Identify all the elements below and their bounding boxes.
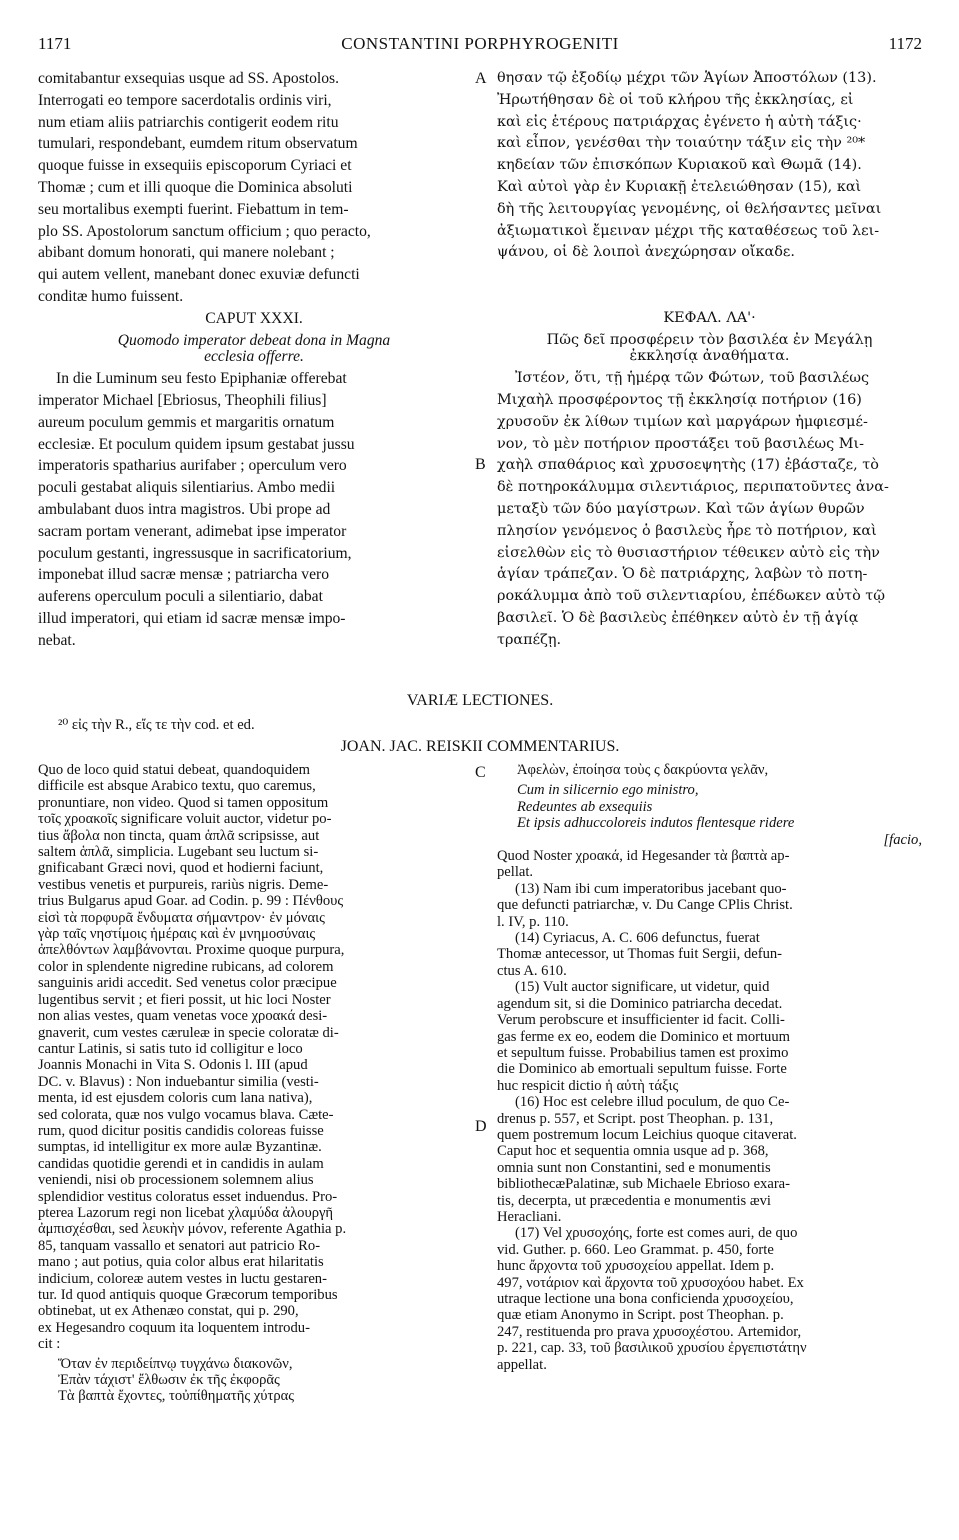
commentary-line: gnificabant Græci novi, quod et hodierni faciunt,: [38, 860, 324, 877]
margin-marker-d: D: [475, 1118, 487, 1135]
footnote-line: bibliothecæPalatinæ, sub Michaele Ebrioso exara-: [497, 1176, 791, 1193]
greek-line: Μιχαὴλ προσφέροντος τῇ ἐκκλησίᾳ ποτήριον (16): [497, 391, 862, 408]
greek-line: τραπέζῃ.: [497, 631, 562, 648]
commentary-line: ἀμπισχέσθαι, sed λευκὴν μόνον, referente Agathia p.: [38, 1221, 347, 1238]
latin-line: aureum poculum gemmis et margaritis ornatum: [38, 413, 335, 431]
commentary-line: ἀπελθόντων λαμβάνονται. Proxime quoque purpura,: [38, 942, 345, 959]
latin-chapter-heading: CAPUT XXXI.: [205, 309, 303, 327]
commentary-line: sed colorata, quæ nos vulgo vocamus blava. Cæte-: [38, 1106, 334, 1123]
footnote-line: 247, restituenda pro prava χρυσοχέστου. Artemidor,: [497, 1323, 802, 1340]
latin-line: abibant domum honorati, qui manere nolebant ;: [38, 244, 335, 262]
commentary-line: DC. v. Blavus) : Non induebantur similia (vesti-: [38, 1073, 319, 1090]
footnote-line: 497, νοτάριον καὶ ἄρχοντα τοῦ χρυσοχόου habet. Ex: [497, 1274, 804, 1291]
footnote-line: utraque lectione una bona conficienda χρυσοχείου,: [497, 1291, 794, 1307]
greek-line: ἁγίαν τράπεζαν. Ὁ δὲ πατριάρχης, λαβὼν τὸ ποτη-: [497, 566, 868, 583]
commentary-left-column: [38, 762, 470, 1405]
latin-line: Thomæ ; cum et illi quoque die Dominica absoluti: [38, 178, 353, 196]
latin-line: Interrogati eo tempore sacerdotalis ordinis viri,: [38, 91, 332, 109]
latin-line: auferens operculum poculi a silentiario, dabat: [38, 588, 323, 606]
footnote-line: appellat.: [497, 1356, 547, 1373]
commentary-right-column: [497, 762, 922, 1373]
latin-line: imperator Michael [Ebriosus, Theophili filius]: [38, 391, 327, 409]
greek-line: Καὶ αὐτοὶ γὰρ ἐν Κυριακῇ ἐτελειώθησαν (15), καὶ: [497, 178, 862, 195]
poem-translation-line: [facio,: [883, 831, 922, 848]
greek-line: εἰσελθὼν εἰς τὸ θυσιαστήριον τέθεικεν αὐτὸ εἰς τὴν: [497, 544, 880, 561]
latin-line: nebat.: [38, 631, 76, 649]
latin-line: imperatoris spatharius aurifaber ; operculum vero: [38, 457, 347, 475]
footnote-line: drenus p. 557, et Script. post Theophan. p. 131,: [497, 1110, 774, 1127]
footnote-line: Verum perobscure et insufficienter id facit. Colli-: [497, 1012, 785, 1029]
footnote-line: Thomæ antecessor, ut Thomas fuit Sergii, defun-: [497, 946, 783, 963]
footnote-line: l. IV, p. 110.: [497, 913, 569, 930]
poem-line: Ὅταν ἐν περιδείπνῳ τυγχάνω διακονῶν,: [58, 1355, 293, 1372]
greek-line: καὶ εἶπον, γενέσθαι τὴν τοιαύτην τάξιν εἰς τὴν ²⁰*: [497, 135, 866, 152]
commentary-line: cantur Latinis, si satis tuto id colligitur e loco: [38, 1040, 303, 1057]
commentary-line: tius ἄβολα non tincta, quam ἁπλᾶ scripsisse, aut: [38, 827, 320, 844]
greek-column: [497, 68, 922, 652]
latin-line: quoque fuisse in exsequiis episcoporum Cyriaci et: [38, 157, 352, 175]
commentary-line: color in splendente nigredine rubicans, ad colorem: [38, 958, 334, 975]
commentary-line: indicium, coloreæ autem vestes in luctu gestaren-: [38, 1270, 327, 1287]
greek-line: καὶ εἰς ἑτέρους πατριάρχας ἐγένετο ἡ αὐτὴ τάξις·: [497, 113, 862, 130]
poem-line: Ἀφελὼν, ἐποίησα τοὺς ς δακρύοντα γελᾶν,: [517, 762, 769, 778]
latin-line: num etiam aliis patriarchis contigerit eodem ritu: [38, 113, 339, 131]
commentary-line: pterea Lazorum regi non licebat χλαμύδα ἀλουργῆ: [38, 1204, 334, 1221]
footnote-line: ctus A. 610.: [497, 962, 567, 979]
footnote-line: Heracliani.: [497, 1208, 562, 1225]
commentary-line: pellat.: [497, 864, 534, 881]
greek-line: βασιλεῖ. Ὁ δὲ βασιλεὺς ἐπέθηκεν αὐτὸ ἐν τῇ ἁγίᾳ: [497, 609, 859, 626]
commentary-line: tur. Id quod antiquis quoque Græcorum temporibus: [38, 1287, 338, 1303]
commentary-line: sumptas, id intelligitur ex more aulæ Byzantinæ.: [38, 1139, 322, 1156]
commentary-line: mano ; aut potius, quia color albus erat hilaritatis: [38, 1254, 324, 1271]
poem-line: Τὰ βαπτὰ ἔχοντες, τοὐπίθηματῆς χύτρας: [58, 1388, 295, 1405]
commentary-line: menta, id est ejusdem coloris cum lana nativa),: [38, 1090, 313, 1107]
commentary-line: candidas quotidie gerendi et in candidis in aulam: [38, 1155, 324, 1172]
latin-line: imponebat illud sacræ mensæ ; patriarcha vero: [38, 566, 329, 584]
commentary-line: gnaverit, cum vestes cæruleæ in specie coloratæ di-: [38, 1024, 339, 1041]
commentary-heading: JOAN. JAC. REISKII COMMENTARIUS.: [340, 738, 620, 755]
greek-line: δὴ τῆς λειτουργίας γενομένης, οἱ θελήσαντες μεῖναι: [497, 200, 882, 217]
commentary-line: vestibus venetis et purpureis, rariùs nigris. Deme-: [38, 876, 329, 893]
commentary-line: difficile est absque Arabico textu, quo caremus,: [38, 778, 316, 795]
commentary-line: obtinebat, ut ex Athenæo constat, qui p. 290,: [38, 1303, 299, 1320]
commentary-line: 85, tanquam vassallo et senatori aut patricio Ro-: [38, 1237, 321, 1254]
latin-line: poculum gestanti, ingressusque in sacrificatorium,: [38, 544, 352, 562]
commentary-line: Quo de loco quid statui debeat, quandoquidem: [38, 762, 310, 778]
greek-line: ψάνου, οἱ δὲ λοιποὶ ἀνεχώρησαν οἴκαδε.: [497, 244, 795, 261]
right-page-number: 1172: [888, 34, 922, 53]
latin-line: tumulari, respondebant, eumdem ritum observatum: [38, 135, 358, 153]
footnote-line: quæ etiam Anonymo in Script. post Theophan. p.: [497, 1307, 784, 1324]
greek-line: νον, τὸ μὲν ποτήριον προστάξει τοῦ βασιλέως Μι-: [497, 435, 865, 452]
footnote-line: vid. Guther. p. 660. Leo Grammat. p. 450, forte: [497, 1241, 774, 1258]
footnote-line: que defuncti patriarchæ, v. Du Cange CPlis Christ.: [497, 897, 793, 914]
poem-translation-line: Redeuntes ab exsequiis: [517, 798, 653, 815]
greek-line: Ἰστέον, ὅτι, τῇ ἡμέρᾳ τῶν Φώτων, τοῦ βασιλέως: [515, 370, 870, 387]
variant-reading-note: ²⁰ εἰς τὴν R., εἴς τε τὴν cod. et ed.: [58, 717, 255, 733]
greek-line: μεταξὺ τῶν δύο μαγίστρων. Καὶ τῶν ἁγίων θυρῶν: [497, 500, 865, 517]
footnote-line: quem postremum locum Leichius quoque citaverat.: [497, 1126, 797, 1143]
latin-line: ambulabant duos intra magistros. Ubi prope ad: [38, 500, 331, 518]
poem-translation-line: Et ipsis adhuccoloreis indutos flentesque ridere: [517, 815, 795, 832]
commentary-line: rum, quod dicitur positis candidis coloreas fuisse: [38, 1122, 324, 1139]
latin-line: illud imperatori, qui etiam id sacræ mensæ impo-: [38, 609, 346, 627]
margin-marker-a: A: [475, 70, 487, 87]
commentary-line: lugentibus servit ; et fieri possit, ut hic loci Noster: [38, 991, 331, 1008]
commentary-line: splendidior vestitus coloratus esset induendus. Pro-: [38, 1188, 338, 1205]
footnote-line: et sepultum fuisse. Probabilius tamen est proximo: [497, 1044, 789, 1061]
latin-line: In die Luminum seu festo Epiphaniæ offerebat: [56, 370, 347, 388]
footnote-line: tis, decerpta, ut præcedentia e monumentis ævi: [497, 1192, 771, 1209]
commentary-line: veniendi, nisi ob processionem solemnem alius: [38, 1172, 314, 1189]
commentary-line: trius Bulgarus apud Goar. ad Codin. p. 99 : Πένθους: [38, 893, 344, 910]
commentary-line: εἰσὶ τὰ πορφυρᾶ ἔνδυματα σήμαντρον· ἐν μόναις: [38, 909, 325, 926]
commentary-line: τοῖς χροακοῖς significare voluit auctor, videtur po-: [38, 811, 332, 828]
footnote-line: (15) Vult auctor significare, ut videtur, quid: [515, 979, 770, 996]
poem-line: Ἐπὰν τάχιστ' ἔλθωσιν ἐκ τῆς ἐκφορᾶς: [58, 1372, 280, 1389]
greek-line: ροκάλυμμα ἀπὸ τοῦ σιλεντιαρίου, ἐπέδωκεν αὐτὸ τῷ: [497, 588, 886, 605]
commentary-line: non alias vestes, quam venetas voce χροακά desi-: [38, 1008, 328, 1025]
footnote-line: hunc ἄρχοντα τοῦ χρυσοχείου appellat. Idem p.: [497, 1258, 775, 1275]
latin-line: plo SS. Apostolorum sanctum officium ; quo peracto,: [38, 222, 371, 240]
commentary-line: Joannis Monachi in Vita S. Odonis l. III (apud: [38, 1057, 308, 1074]
latin-line: poculi gestabat aliquis silentiarius. Ambo medii: [38, 479, 336, 497]
footnote-line: huc respicit dictio ἡ αὐτὴ τάξις: [497, 1077, 679, 1094]
left-page-number: 1171: [38, 34, 72, 53]
margin-marker-c: C: [475, 764, 486, 781]
footnote-line: die Dominico ab emortuali sepultum fuisse. Forte: [497, 1061, 787, 1078]
greek-chapter-heading: ΚΕΦΑΛ. ΛΑ'·: [663, 309, 756, 326]
footnote-line: Caput hoc et sequentia omnia usque ad p. 368,: [497, 1143, 769, 1160]
footnote-line: omnia sunt non Constantini, sed e monumentis: [497, 1159, 771, 1176]
greek-line: κηδείαν τῶν ἐπισκόπων Κυριακοῦ καὶ Θωμᾶ (14).: [497, 157, 862, 174]
commentary-line: sanguinis aridi accedit. Sed venetus color præcipue: [38, 975, 337, 992]
footnote-line: p. 221, cap. 33, τοῦ βασιλικοῦ χρυσίου ἐργεπιστάτην: [497, 1340, 807, 1357]
commentary-line: saltem ἁπλᾶ, simplicia. Lugebant seu luctum si-: [38, 844, 319, 861]
greek-line: θησαν τῷ ἐξοδίῳ μέχρι τῶν Ἁγίων Ἀποστόλων (13).: [497, 70, 877, 86]
greek-chapter-subtitle: ἐκκλησίᾳ ἀναθήματα.: [629, 348, 790, 365]
greek-chapter-subtitle: Πῶς δεῖ προσφέρειν τὸν βασιλέα ἐν Μεγάλῃ: [546, 331, 873, 348]
commentary-line: γὰρ ταῖς νηστίμοις ἡμέραις καὶ ἐν μνημοσύναις: [38, 926, 316, 943]
greek-line: πλησίον γενόμενος ὁ βασιλεὺς ἦρε τὸ ποτήριον, καὶ: [497, 522, 877, 539]
footnote-line: (16) Hoc est celebre illud poculum, de quo Ce-: [515, 1094, 790, 1111]
latin-line: qui autem vellent, manebant donec exuviæ defuncti: [38, 266, 360, 284]
commentary-line: pronuntiare, non video. Quod si tamen oppositum: [38, 794, 329, 811]
latin-line: seu mortalibus exempti fuerint. Fiebattum in tem-: [38, 200, 349, 218]
commentary-line: ex Hegesandro coquum ita loquentem introdu-: [38, 1319, 310, 1336]
greek-line: ἀξιωματικοὶ ἔμειναν μέχρι τῆς καταθέσεως τοῦ λει-: [497, 222, 880, 239]
footnote-line: agendum sit, si die Dominico patriarcha decedat.: [497, 995, 783, 1012]
latin-line: ecclesiæ. Et poculum quidem ipsum gestabat jussu: [38, 435, 355, 453]
latin-column: [38, 68, 470, 652]
latin-line: sacram portam venerant, adimebat ipse imperator: [38, 522, 347, 540]
greek-line: δὲ ποτηροκάλυμμα σιλεντιάριος, περιπατοῦντες ἀνα-: [497, 479, 889, 496]
running-title: CONSTANTINI PORPHYROGENITI: [341, 34, 619, 53]
margin-marker-b: B: [475, 456, 486, 473]
running-header: [38, 34, 922, 58]
poem-translation-line: Cum in silicernio ego ministro,: [517, 782, 699, 799]
commentary-line: Quod Noster χροακά, id Hegesander τὰ βαπτὰ ap-: [497, 848, 790, 865]
commentary-line: cit :: [38, 1336, 61, 1353]
variae-lectiones-heading: VARIÆ LECTIONES.: [406, 692, 554, 709]
latin-line: comitabantur exsequias usque ad SS. Apostolos.: [38, 70, 340, 87]
footnote-line: (17) Vel χρυσοχόης, forte est comes auri, de quo: [515, 1225, 798, 1242]
latin-line: conditæ humo fuissent.: [38, 287, 184, 305]
greek-line: χρυσοῦν ἐκ λίθων τιμίων καὶ μαργάρων ἠμφιεσμέ-: [497, 413, 868, 430]
greek-line: Ἠρωτήθησαν δὲ οἱ τοῦ κλήρου τῆς ἐκκλησίας, εἰ: [497, 91, 854, 108]
greek-line: χαὴλ σπαθάριος καὶ χρυσοεψητὴς (17) ἐβάσταζε, τὸ: [497, 457, 879, 474]
latin-chapter-subtitle: Quomodo imperator debeat dona in Magna: [117, 331, 391, 349]
footnote-line: gas ferme ex eo, eodem die Dominico et mortuum: [497, 1028, 791, 1045]
footnote-line: (13) Nam ibi cum imperatoribus jacebant quo-: [515, 880, 787, 897]
footnote-line: (14) Cyriacus, A. C. 606 defunctus, fuerat: [515, 930, 760, 947]
latin-chapter-subtitle: ecclesia offerre.: [204, 348, 304, 366]
